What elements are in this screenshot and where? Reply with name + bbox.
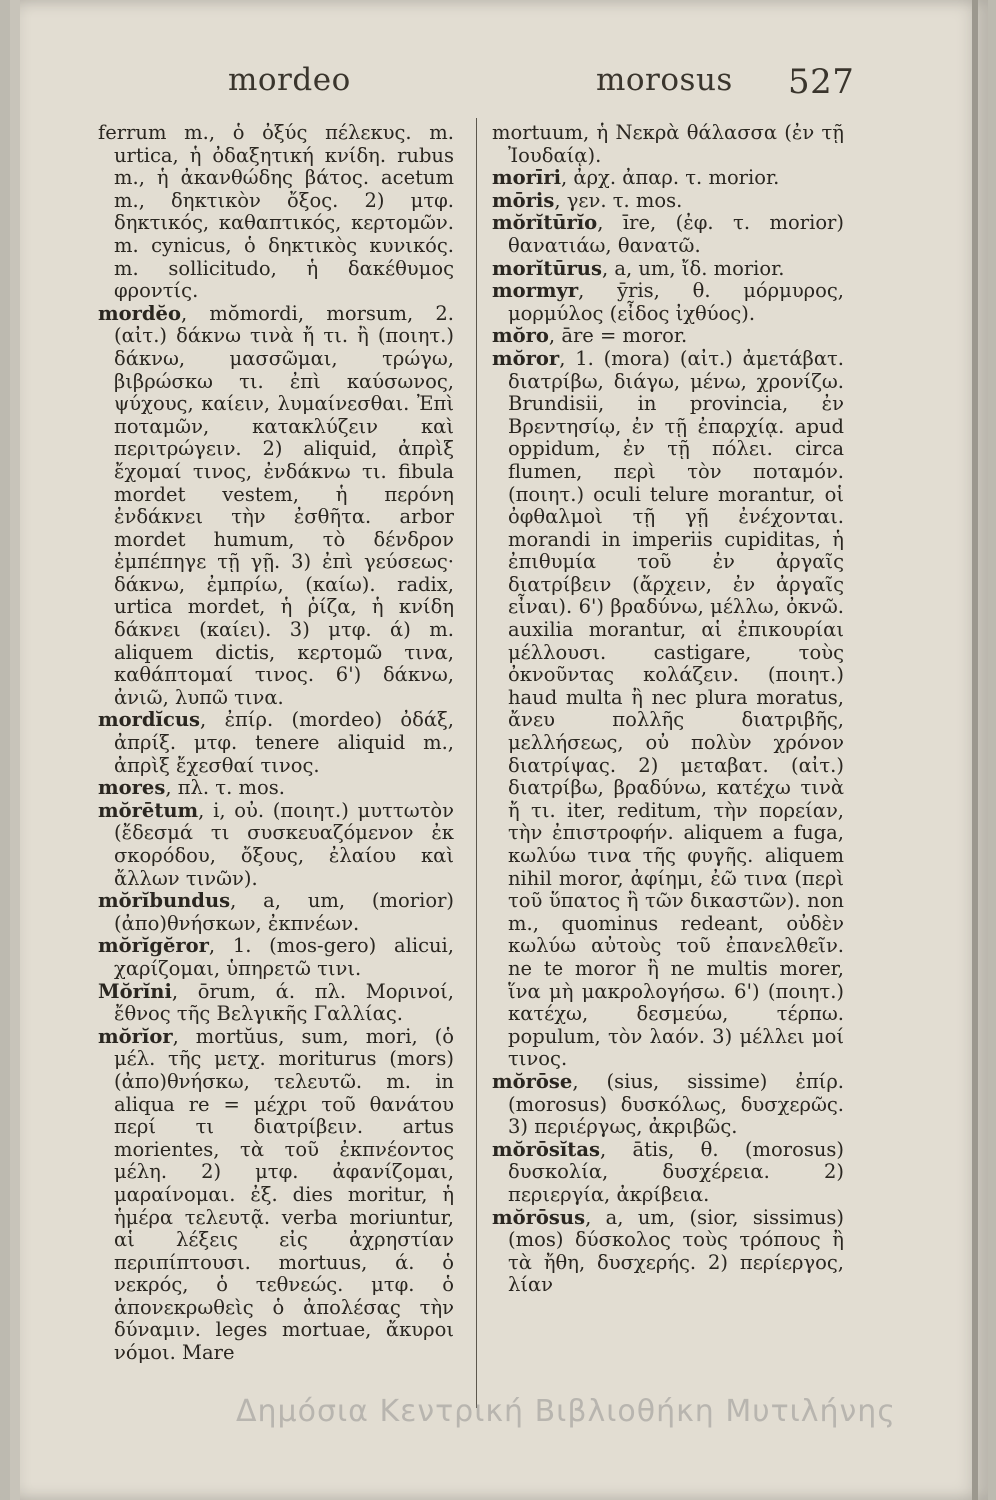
entry-text: , ōrum, ά. πλ. Μορινοί, ἔθνος τῆς Βελγικῆς Γαλλίας. xyxy=(114,979,454,1026)
entry-headword: mordĭcus xyxy=(98,708,200,732)
entry-headword: mŏrōsus xyxy=(492,1205,586,1229)
entry xyxy=(492,1139,844,1207)
page-fore-edge xyxy=(972,0,978,1500)
entry xyxy=(492,1071,844,1139)
entry-headword: morĭtūrus xyxy=(492,256,602,280)
column-divider xyxy=(476,118,477,1408)
entry xyxy=(492,190,844,213)
entry-text: , 1. (mos-gero) alicui, χαρίζομαι, ὑπηρετῶ τινι. xyxy=(114,934,454,980)
entry xyxy=(98,981,454,1026)
entry-headword: mŏrĭor xyxy=(98,1024,173,1048)
entry xyxy=(98,709,454,777)
library-watermark: Δημόσια Κεντρική Βιβλιοθήκη Μυτιλήνης xyxy=(236,1394,896,1429)
entry-headword: mŏrĭtūrĭo xyxy=(492,211,598,235)
entry-headword: morīri xyxy=(492,166,562,190)
entry-text: , 1. (mora) (αἰτ.) ἀμετάβατ. διατρίβω, διάγω, μένω, χρονίζω. Brundisii, in provincia, ἐν Βρεντησίῳ, ἐν τῇ ἐπαρχίᾳ. apud oppidum, ἐν τῇ πόλει. circa flumen, περὶ τὸν ποταμόν. (ποιητ.) oculi telure morantur, οἱ ὀφθαλμοὶ τῇ γῇ ἐνέχονται. morandi in imperiis cupiditas, ἡ ἐπιθυμία τοῦ ἐν ἀργαῖς διατρίβειν (ἄρχειν, ἐν ἀργαῖς εἶναι). 6') βραδύνω, μέλλω, ὀκνῶ. auxilia morantur, αἱ ἐπικουρίαι μέλλουσι. castigare, τοὺς ὀκνοῦντας κολάζειν. (ποιητ.) haud multa ἢ nec plura moratus, ἄνευ πολλῆς διατριβῆς, μελλήσεως, οὐ πολὺν χρόνον διατρίψας. 2) μεταβατ. (αἰτ.) διατρίβω, βραδύνω, κατέχω τινὰ ἤ τι. iter, reditum, τὴν πορείαν, τὴν ἐπιστροφήν. aliquem a fuga, κωλύω τινα τῆς φυγῆς. aliquem nihil moror, ἀφίημι, ἐῶ τινα (περὶ τοῦ ὕπατος ἢ τῶν δικαστῶν). non m., quominus redeant, οὐδὲν κωλύω αὐτοὺς τοῦ ἐπανελθεῖν. ne te moror ἢ ne multis morer, ἵνα μὴ μακρολογήσω. 6') (ποιητ.) κατέχω, δεσμεύω, τέρπω. populum, τὸν λαόν. 3) μέλλει μοί τινος. xyxy=(508,346,844,1071)
entry xyxy=(98,303,454,710)
entry xyxy=(492,167,844,190)
entry xyxy=(98,777,454,800)
entry-text: , āre = moror. xyxy=(548,324,688,348)
entry-text: , γεν. τ. mos. xyxy=(554,188,683,212)
entry xyxy=(98,890,454,935)
entry-headword: mŏror xyxy=(492,346,560,370)
entry-text: , ātis, θ. (morosus) δυσκολία, δυσχέρεια. 2) περιεργία, ἀκρίβεια. xyxy=(508,1137,844,1206)
entry-text: , a, um, (sior, sissimus) (mos) δύσκολος τοὺς τρόπους ἢ τὰ ἤθη, δυσχερής. 2) περίεργος, λίαν xyxy=(508,1205,844,1297)
entry-headword: mŏrĭbundus xyxy=(98,889,231,913)
page-number: 527 xyxy=(788,62,855,102)
entry-text: , ἀρχ. ἀπαρ. τ. morior. xyxy=(561,166,780,190)
entry xyxy=(98,935,454,980)
entry xyxy=(492,122,844,167)
entry-text: , a, um, ἴδ. morior. xyxy=(601,256,785,280)
entry-headword: mōris xyxy=(492,188,555,212)
left-guide-word: mordeo xyxy=(228,62,351,98)
entry xyxy=(492,348,844,1071)
entry xyxy=(98,800,454,890)
entry xyxy=(98,122,454,303)
entry-headword: Mŏrĭni xyxy=(98,979,172,1003)
entry-headword: mŏro xyxy=(492,324,549,348)
entry-text: , πλ. τ. mos. xyxy=(165,776,285,800)
entry-headword: mŏrētum xyxy=(98,798,199,822)
entry-text: , mŏmordi, morsum, 2. (αἰτ.) δάκνω τινὰ ἤ τι. ἢ (ποιητ.) δάκνω, μασσῶμαι, τρώγω, βιβρώσκω τι. ἐπὶ καύσωνος, ψύχους, καίειν, λυμαίνεσθαι. Ἐπὶ ποταμῶν, κατακλύζειν καὶ περιτρώγειν. 2) aliquid, ἀπρὶξ ἔχομαί τινος, ἐνδάκνω τι. fibula mordet vestem, ἡ περόνη ἐνδάκνει τὴν ἐσθῆτα. arbor mordet humum, τὸ δένδρον ἐμπέπηγε τῇ γῇ. 3) ἐπὶ γεύσεως· δάκνω, ἐμπρίω, (καίω). radix, urtica mordet, ἡ ῥίζα, ἡ κνίδη δάκνει (καίει). 3) μτφ. ά) m. aliquem dictis, κερτομῶ τινα, καθάπτομαί τινος. 6') δάκνω, ἀνιῶ, λυπῶ τινα. xyxy=(114,301,454,709)
entry-headword: mŏrōsĭtas xyxy=(492,1137,600,1161)
entry-text: ferrum m., ὁ ὀξύς πέλεκυς. m. urtica, ἡ ὀδαξητική κνίδη. rubus m., ἡ ἀκανθώδης βάτος. acetum m., δηκτικὸν ὄξος. 2) μτφ. δηκτικός, καθαπτικός, κερτομῶν. m. cynicus, ὁ δηκτικὸς κυνικός. m. sollicitudo, ἡ δακέθυμος φροντίς. xyxy=(98,121,454,303)
entry-text: mortuum, ἡ Νεκρὰ θάλασσα (ἐν τῇ Ἰουδαίᾳ). xyxy=(492,121,844,167)
entry-text: , mortŭus, sum, mori, (ὁ μέλ. τῆς μετχ. moriturus (mors) (ἀπο)θνήσκω, τελευτῶ. m. in aliqua re = μέχρι τοῦ θανάτου περί τι διατρίβειν. artus morientes, τὰ τοῦ ἐκπνέοντος μέλη. 2) μτφ. ἀφανίζομαι, μαραίνομαι. ἐξ. dies moritur, ἡ ἡμέρα τελευτᾷ. verba moriuntur, αἱ λέξεις εἰς ἀχρηστίαν περιπίπτουσι. mortuus, ά. ὁ νεκρός, ὁ τεθνεώς. μτφ. ὁ ἀπονεκρωθεὶς ὁ ἀπολέσας τὴν δύναμιν. leges mortuae, ἄκυροι νόμοι. Mare xyxy=(114,1024,454,1365)
page-binding-edge xyxy=(10,0,20,1500)
entry-headword: mŏrĭgĕror xyxy=(98,934,209,958)
entry xyxy=(492,280,844,325)
entry xyxy=(492,212,844,257)
entry-headword: mŏrōse xyxy=(492,1069,573,1093)
entry-text: , īre, (ἐφ. τ. morior) θανατιάω, θανατῶ. xyxy=(508,211,844,257)
entry-text: , ἐπίρ. (mordeo) ὀδάξ, ἀπρίξ. μτφ. tenere aliquid m., ἀπρὶξ ἔχεσθαί τινος. xyxy=(114,708,454,777)
entry xyxy=(492,325,844,348)
entry-headword: mores xyxy=(98,776,166,800)
entry xyxy=(98,1026,454,1365)
right-column xyxy=(492,122,844,1297)
entry xyxy=(492,1207,844,1297)
entry-text: , (sius, sissime) ἐπίρ. (morosus) δυσκόλως, δυσχερῶς. 3) περιέργως, ἀκριβῶς. xyxy=(508,1069,844,1139)
entry-headword: mordĕo xyxy=(98,301,181,325)
entry-text: , i, οὐ. (ποιητ.) μυττωτὸν (ἔδεσμά τι συσκευαζόμενον ἐκ σκορόδου, ὄξους, ἐλαίου καὶ ἄλλων τινῶν). xyxy=(114,798,454,890)
entry xyxy=(492,258,844,281)
right-guide-word: morosus xyxy=(596,62,733,98)
entry-text: , a, um, (morior) (ἀπο)θνήσκων, ἐκπνέων. xyxy=(114,889,454,935)
dictionary-page xyxy=(10,0,988,1500)
left-column xyxy=(98,122,454,1365)
entry-headword: mormyr xyxy=(492,279,579,303)
entry-text: , ȳris, θ. μόρμυρος, μορμύλος (εἶδος ἰχθύος). xyxy=(508,279,844,325)
